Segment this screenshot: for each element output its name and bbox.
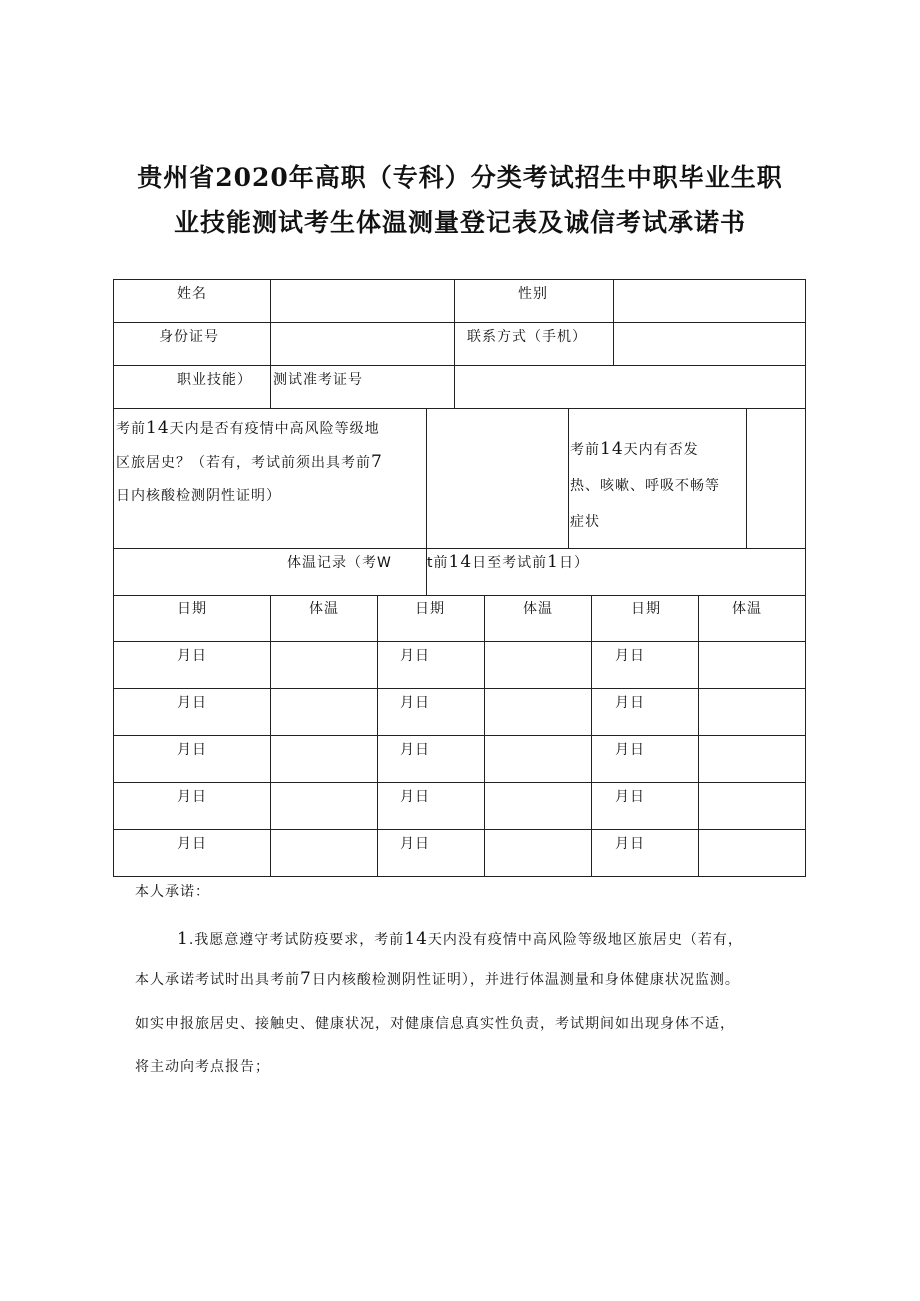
pledge-item-1-line-2: 本人承诺考试时出具考前7日内核酸检测阴性证明），并进行体温测量和身体健康状况监测。 bbox=[135, 969, 740, 989]
date-cell[interactable]: 月日 bbox=[400, 789, 430, 805]
date-cell[interactable]: 月日 bbox=[615, 836, 645, 852]
gender-label: 性别 bbox=[518, 286, 548, 302]
temp-record-label-left: 体温记录（考W bbox=[287, 555, 392, 571]
header-date-2: 日期 bbox=[415, 601, 445, 617]
date-cell[interactable]: 月日 bbox=[400, 695, 430, 711]
date-cell[interactable]: 月日 bbox=[400, 648, 430, 664]
date-cell[interactable]: 月日 bbox=[177, 836, 207, 852]
date-cell[interactable]: 月日 bbox=[615, 742, 645, 758]
ticket-number-label: 测试准考证号 bbox=[273, 372, 363, 388]
ticket-number-field[interactable] bbox=[455, 366, 804, 408]
pledge-item-1-line-4: 将主动向考点报告； bbox=[135, 1059, 270, 1075]
contact-label: 联系方式（手机） bbox=[467, 329, 587, 345]
date-cell[interactable]: 月日 bbox=[615, 648, 645, 664]
contact-field[interactable] bbox=[614, 323, 804, 365]
date-cell[interactable]: 月日 bbox=[615, 695, 645, 711]
date-cell[interactable]: 月日 bbox=[400, 742, 430, 758]
header-date-1: 日期 bbox=[177, 601, 207, 617]
date-cell[interactable]: 月日 bbox=[615, 789, 645, 805]
date-cell[interactable]: 月日 bbox=[177, 648, 207, 664]
document-title-line-1: 贵州省2020年高职（专科）分类考试招生中职毕业生职 bbox=[137, 163, 783, 192]
symptom-question: 考前14天内有否发 热、咳嗽、呼吸不畅等 症状 bbox=[570, 439, 720, 530]
document-title-line-2: 业技能测试考生体温测量登记表及诚信考试承诺书 bbox=[173, 208, 746, 237]
header-date-3: 日期 bbox=[631, 601, 661, 617]
id-number-label: 身份证号 bbox=[159, 329, 219, 345]
pledge-heading: 本人承诺： bbox=[135, 884, 210, 900]
registration-form-table bbox=[113, 279, 806, 877]
header-temp-2: 体温 bbox=[523, 601, 553, 617]
pledge-item-1-line-1: 1.我愿意遵守考试防疫要求，考前14天内没有疫情中高风险等级地区旅居史（若有， bbox=[177, 929, 743, 949]
pledge-item-1-line-3: 如实申报旅居史、接触史、健康状况，对健康信息真实性负责，考试期间如出现身体不适， bbox=[135, 1016, 735, 1032]
header-temp-3: 体温 bbox=[732, 601, 762, 617]
name-field[interactable] bbox=[271, 280, 453, 322]
date-cell[interactable]: 月日 bbox=[177, 695, 207, 711]
risk-area-answer[interactable] bbox=[427, 409, 567, 548]
skill-label: 职业技能） bbox=[177, 372, 252, 388]
date-cell[interactable]: 月日 bbox=[177, 742, 207, 758]
date-cell[interactable]: 月日 bbox=[400, 836, 430, 852]
symptom-answer[interactable] bbox=[747, 409, 805, 548]
temp-record-label-right: t前14日至考试前1日） bbox=[427, 552, 589, 572]
id-number-field[interactable] bbox=[271, 323, 453, 365]
risk-area-question: 考前14天内是否有疫情中高风险等级地 区旅居史？（若有，考试前须出具考前7 日内核酸检测阴性证明） bbox=[116, 418, 383, 504]
header-temp-1: 体温 bbox=[309, 601, 339, 617]
name-label: 姓名 bbox=[177, 286, 207, 302]
date-cell[interactable]: 月日 bbox=[177, 789, 207, 805]
gender-field[interactable] bbox=[614, 280, 804, 322]
